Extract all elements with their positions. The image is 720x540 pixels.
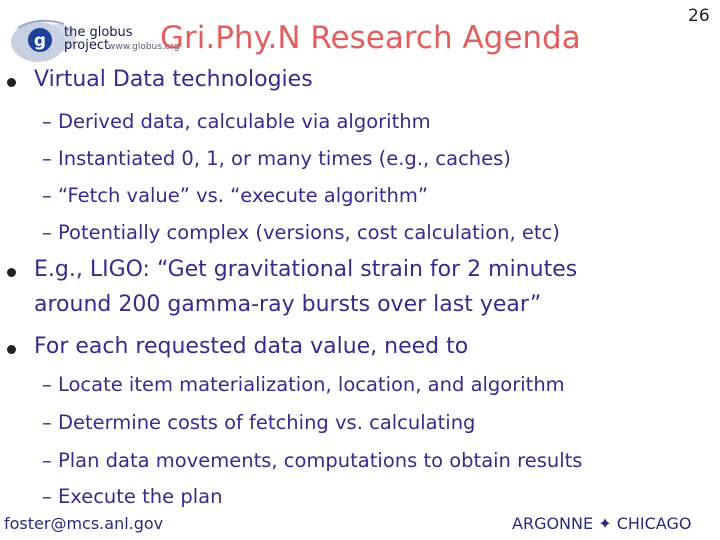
dash-icon: –: [42, 411, 52, 434]
sub-item-label: Determine costs of fetching vs. calculating: [57, 411, 476, 434]
sub-item-label: Plan data movements, computations to obtain results: [57, 449, 583, 472]
dash-icon: –: [42, 485, 52, 508]
bullet-icon: [7, 345, 16, 354]
sub-item-label: Derived data, calculable via algorithm: [57, 110, 431, 133]
bullet-requested-data: For each requested data value, need to: [34, 334, 469, 359]
sub-item: [42, 485, 222, 508]
dash-icon: –: [42, 449, 52, 472]
dash-icon: –: [42, 221, 52, 244]
slide-number: 26: [688, 6, 710, 26]
sub-item-label: “Fetch value” vs. “execute algorithm”: [57, 184, 429, 207]
svg-text:g: g: [33, 31, 47, 51]
sub-item: [42, 411, 475, 434]
sub-item: [42, 373, 565, 396]
sub-item: [42, 184, 428, 207]
sub-item: [42, 449, 582, 472]
footer-org-right: CHICAGO: [616, 514, 692, 533]
sub-item-label: Locate item materialization, location, and algorithm: [57, 373, 565, 396]
footer-org-left: ARGONNE: [512, 514, 594, 533]
bullet-ligo-line1: E.g., LIGO: “Get gravitational strain for 2 minutes: [34, 257, 578, 282]
logo-url: www.globus.org: [108, 42, 180, 52]
page-title: Gri.Phy.N Research Agenda: [160, 20, 581, 56]
dash-icon: –: [42, 110, 52, 133]
bullet-virtual-data: Virtual Data technologies: [34, 67, 313, 92]
dash-icon: –: [42, 184, 52, 207]
logo-text: the globus project: [64, 25, 133, 53]
bullet-icon: [7, 268, 16, 277]
star-icon: ✦: [598, 514, 612, 533]
dash-icon: –: [42, 147, 52, 170]
sub-item: [42, 147, 511, 170]
footer-email: foster@mcs.anl.gov: [4, 514, 164, 533]
bullet-ligo-line2: around 200 gamma-ray bursts over last year”: [34, 292, 542, 317]
dash-icon: –: [42, 373, 52, 396]
footer-org: [512, 514, 691, 533]
bullet-icon: [7, 78, 16, 87]
sub-item-label: Execute the plan: [57, 485, 223, 508]
sub-item-label: Instantiated 0, 1, or many times (e.g., caches): [57, 147, 511, 170]
sub-item: [42, 110, 431, 133]
sub-item: [42, 221, 560, 244]
globus-logo: [10, 8, 180, 64]
sub-item-label: Potentially complex (versions, cost calculation, etc): [57, 221, 560, 244]
